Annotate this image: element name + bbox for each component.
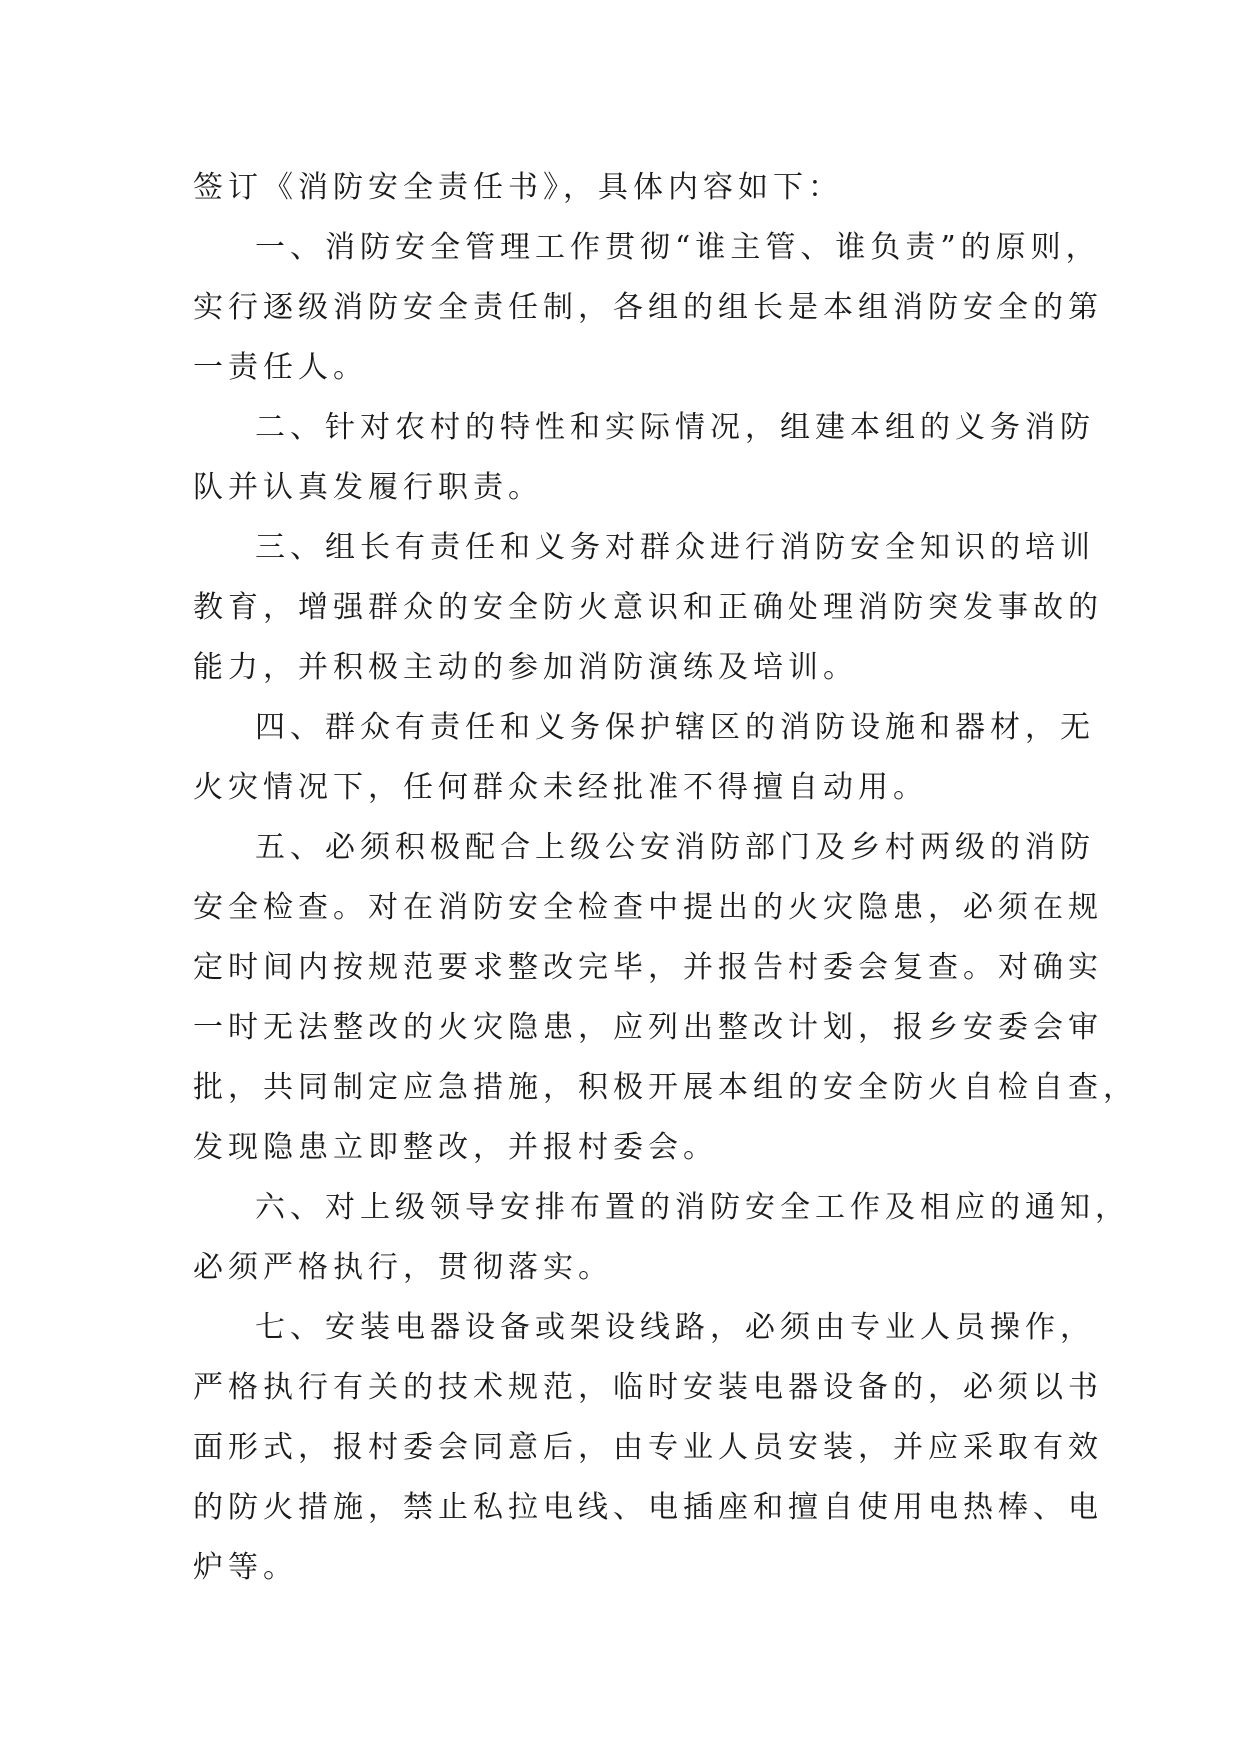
text-line: 六、对上级领导安排布置的消防安全工作及相应的通知， — [255, 1190, 1130, 1225]
paragraph-item-3 — [193, 518, 1103, 698]
text-line: 队并认真发履行职责。 — [193, 470, 543, 505]
document-body — [193, 158, 1138, 1598]
text-line: 实行逐级消防安全责任制，各组的组长是本组消防安全的第 — [193, 290, 1103, 325]
text-line: 发现隐患立即整改，并报村委会。 — [193, 1130, 718, 1165]
text-line: 火灾情况下，任何群众未经批准不得擅自动用。 — [193, 770, 928, 805]
text-line: 四、群众有责任和义务保护辖区的消防设施和器材，无 — [255, 710, 1095, 745]
text-line: 炉等。 — [193, 1550, 298, 1585]
text-line: 的防火措施，禁止私拉电线、电插座和擅自使用电热棒、电 — [193, 1490, 1103, 1525]
text-line: 五、必须积极配合上级公安消防部门及乡村两级的消防 — [255, 830, 1095, 865]
paragraph-intro — [193, 158, 1055, 218]
text-line: 严格执行有关的技术规范，临时安装电器设备的，必须以书 — [193, 1370, 1103, 1405]
paragraph-item-7 — [193, 1298, 1103, 1598]
text-line: 定时间内按规范要求整改完毕，并报告村委会复查。对确实 — [193, 950, 1103, 985]
text-line: 二、针对农村的特性和实际情况，组建本组的义务消防 — [255, 410, 1095, 445]
text-line: 必须严格执行，贯彻落实。 — [193, 1250, 613, 1285]
text-line: 七、安装电器设备或架设线路，必须由专业人员操作， — [255, 1310, 1095, 1345]
text-line: 三、组长有责任和义务对群众进行消防安全知识的培训 — [255, 530, 1095, 565]
text-line: 一、消防安全管理工作贯彻“谁主管、谁负责”的原则， — [255, 230, 1101, 265]
paragraph-item-5 — [193, 818, 1138, 1178]
text-line: 一责任人。 — [193, 350, 368, 385]
paragraph-item-4 — [193, 698, 1095, 818]
text-line: 面形式，报村委会同意后，由专业人员安装，并应采取有效 — [193, 1430, 1103, 1465]
text-line: 教育，增强群众的安全防火意识和正确处理消防突发事故的 — [193, 590, 1103, 625]
paragraph-item-2 — [193, 398, 1095, 518]
text-line: 批，共同制定应急措施，积极开展本组的安全防火自检自查， — [193, 1070, 1138, 1105]
text-line: 签订《消防安全责任书》，具体内容如下： — [193, 170, 843, 205]
text-line: 能力，并积极主动的参加消防演练及培训。 — [193, 650, 858, 685]
text-line: 一时无法整改的火灾隐患，应列出整改计划，报乡安委会审 — [193, 1010, 1103, 1045]
paragraph-item-6 — [193, 1178, 1130, 1298]
paragraph-item-1 — [193, 218, 1103, 398]
text-line: 安全检查。对在消防安全检查中提出的火灾隐患，必须在规 — [193, 890, 1103, 925]
